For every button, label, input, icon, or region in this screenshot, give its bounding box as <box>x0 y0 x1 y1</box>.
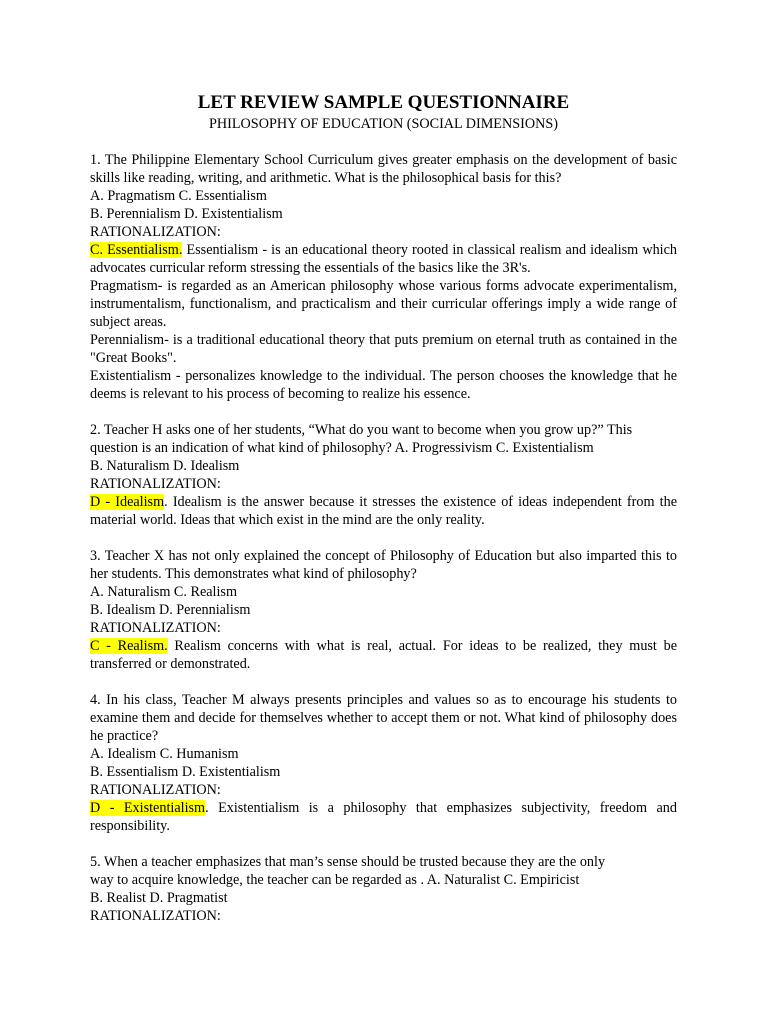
question-4 <box>90 691 677 835</box>
question-1-existentialism-note: Existentialism - personalizes knowledge to the individual. The person chooses the knowledge that he deems is relevant to his process of becoming to realize his essence. <box>90 368 677 402</box>
question-4-rationale-label: RATIONALIZATION: <box>90 782 221 798</box>
question-3-option-a-c: A. Naturalism C. Realism <box>90 584 237 600</box>
question-1-option-a-c: A. Pragmatism C. Essentialism <box>90 188 267 204</box>
question-1 <box>90 151 677 403</box>
question-2 <box>90 421 677 529</box>
question-3-stem: 3. Teacher X has not only explained the concept of Philosophy of Education but also imparted this to her students. This demonstrates what kind of philosophy? <box>90 548 677 582</box>
question-4-option-a-c: A. Idealism C. Humanism <box>90 746 239 762</box>
question-2-explanation: . Idealism is the answer because it stresses the existence of ideas independent from the material world. Ideas that which exist in the mind are the only reality. <box>90 494 677 528</box>
question-5 <box>90 853 677 925</box>
document-page <box>90 91 677 943</box>
document-title: LET REVIEW SAMPLE QUESTIONNAIRE <box>197 92 570 113</box>
question-3-option-b-d: B. Idealism D. Perennialism <box>90 602 251 618</box>
question-2-stem-line-2: question is an indication of what kind of philosophy? A. Progressivism C. Existentialism <box>90 440 594 456</box>
question-1-rationale <box>90 241 677 277</box>
question-1-stem: 1. The Philippine Elementary School Curriculum gives greater emphasis on the development of basic skills like reading, writing, and arithmetic. What is the philosophical basis for this? <box>90 152 677 186</box>
question-4-answer-highlight: D - Existentialism <box>90 800 206 816</box>
question-1-option-b-d: B. Perennialism D. Existentialism <box>90 206 283 222</box>
question-4-option-b-d: B. Essentialism D. Existentialism <box>90 764 281 780</box>
question-2-answer-highlight: D - Idealism <box>90 494 165 510</box>
question-1-pragmatism-note: Pragmatism- is regarded as an American philosophy whose various forms advocate experimentalism, instrumentalism, functionalism, and practicalism and their curricular offerings imply a wide range of subject areas. <box>90 278 677 330</box>
question-1-perennialism-note: Perennialism- is a traditional educational theory that puts premium on eternal truth as contained in the "Great Books". <box>90 332 677 366</box>
question-3-rationale-label: RATIONALIZATION: <box>90 620 221 636</box>
question-2-stem-line-1: 2. Teacher H asks one of her students, “What do you want to become when you grow up?” This <box>90 422 633 438</box>
question-5-stem-line-2: way to acquire knowledge, the teacher can be regarded as . A. Naturalist C. Empiricist <box>90 872 580 888</box>
question-3-rationale <box>90 637 677 673</box>
question-2-option-b-d: B. Naturalism D. Idealism <box>90 458 240 474</box>
question-3 <box>90 547 677 673</box>
question-3-explanation: Realism concerns with what is real, actual. For ideas to be realized, they must be transferred or demonstrated. <box>90 638 677 672</box>
question-1-explanation: Essentialism - is an educational theory rooted in classical realism and idealism which advocates curricular reform stressing the essentials of the basics like the 3R's. <box>90 242 677 276</box>
question-1-answer-highlight: C. Essentialism. <box>90 242 183 258</box>
question-2-rationale <box>90 493 677 529</box>
question-4-explanation: . Existentialism is a philosophy that emphasizes subjectivity, freedom and responsibility. <box>90 800 677 834</box>
question-4-stem: 4. In his class, Teacher M always presents principles and values so as to encourage his students to examine them and decide for themselves whether to accept them or not. What kind of philosophy does he practice? <box>90 692 677 744</box>
question-5-rationale-label: RATIONALIZATION: <box>90 908 221 924</box>
question-3-answer-highlight: C - Realism. <box>90 638 168 654</box>
question-1-rationale-label: RATIONALIZATION: <box>90 224 221 240</box>
question-5-stem-line-1: 5. When a teacher emphasizes that man’s sense should be trusted because they are the only <box>90 854 606 870</box>
question-2-rationale-label: RATIONALIZATION: <box>90 476 221 492</box>
question-5-option-b-d: B. Realist D. Pragmatist <box>90 890 228 906</box>
question-4-rationale <box>90 799 677 835</box>
document-subtitle: PHILOSOPHY OF EDUCATION (SOCIAL DIMENSIONS) <box>209 116 558 132</box>
